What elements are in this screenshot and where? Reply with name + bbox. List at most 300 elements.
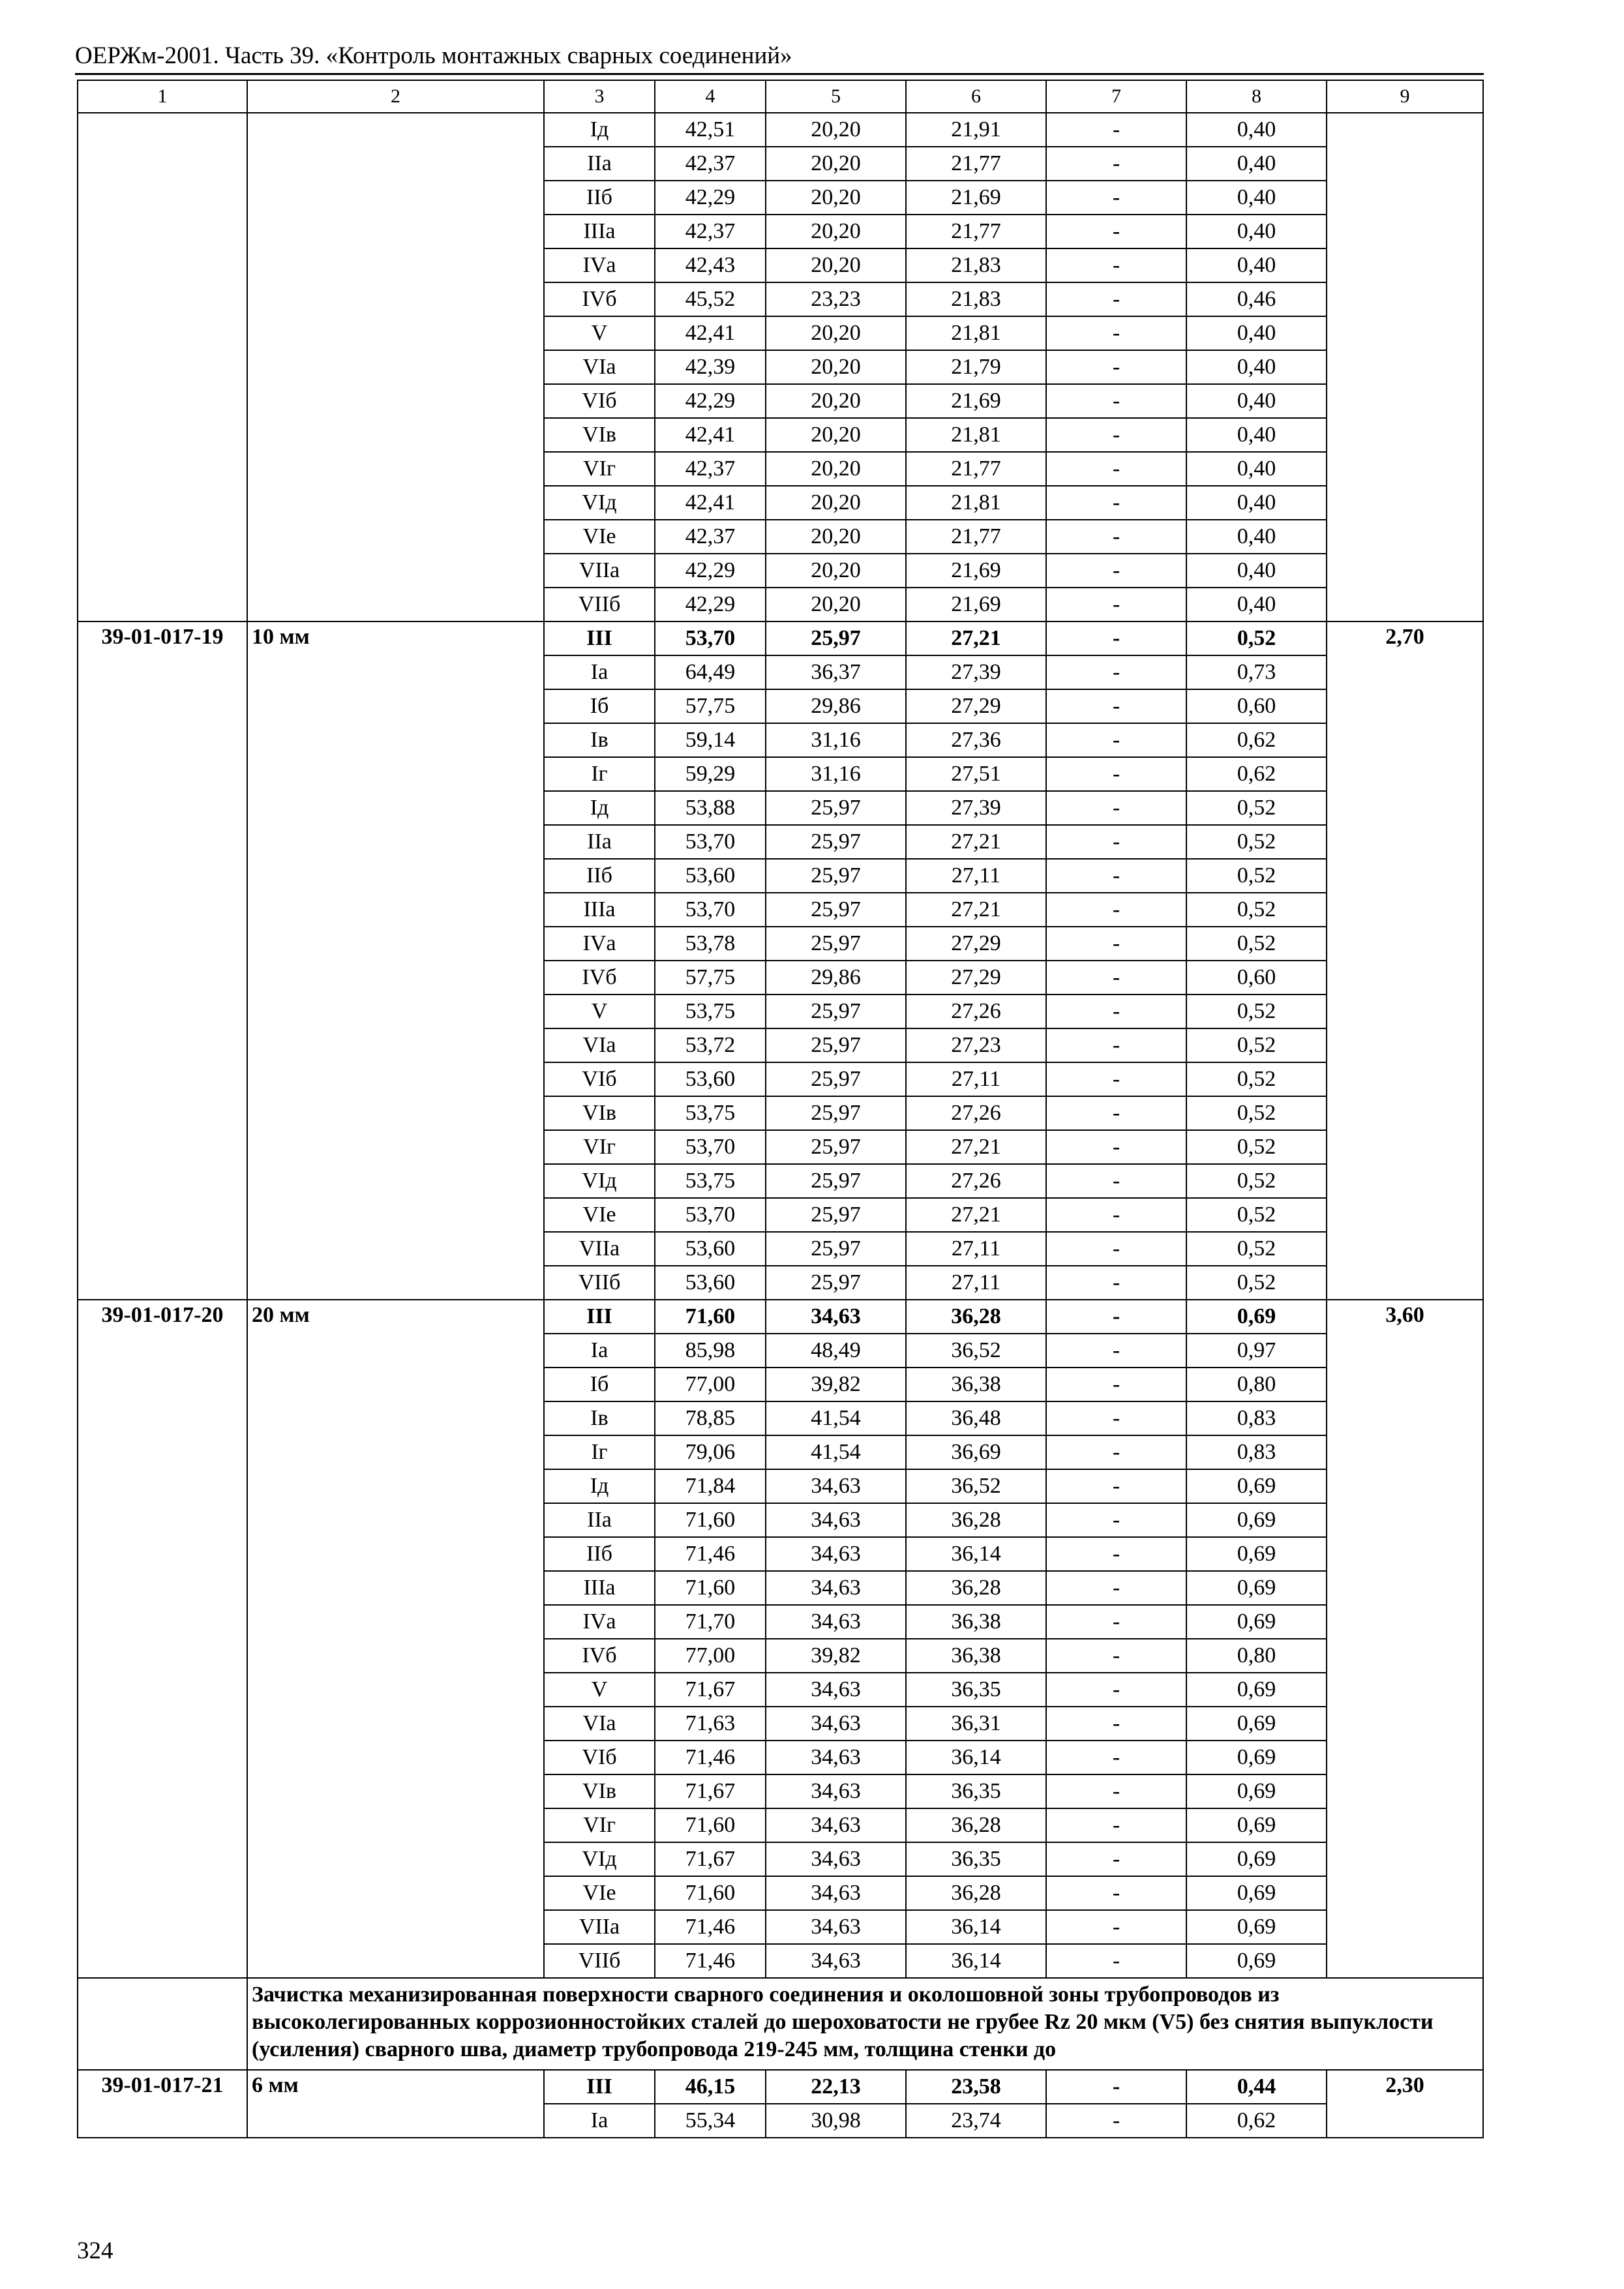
cell-col4: 53,78 xyxy=(655,927,766,961)
section-heading-row xyxy=(78,1978,1483,2070)
cell-col5: 25,97 xyxy=(766,893,906,927)
cell-grade: VIIб xyxy=(544,1944,655,1978)
cell-grade: VIд xyxy=(544,486,655,520)
cell-col5: 20,20 xyxy=(766,350,906,384)
cell-col6: 27,39 xyxy=(906,655,1046,689)
cell-col5: 20,20 xyxy=(766,181,906,215)
cell-col8: 0,40 xyxy=(1186,588,1327,621)
cell-col4: 53,75 xyxy=(655,1164,766,1198)
cell-col4: 42,37 xyxy=(655,452,766,486)
page-number: 324 xyxy=(77,2237,113,2264)
cell-col7: - xyxy=(1046,723,1186,757)
cell-col7: - xyxy=(1046,1232,1186,1266)
cell-col4: 53,70 xyxy=(655,893,766,927)
cell-col5: 34,63 xyxy=(766,1910,906,1944)
cell-grade: IIIа xyxy=(544,893,655,927)
cell-col8: 0,69 xyxy=(1186,1910,1327,1944)
cell-col8: 0,62 xyxy=(1186,2104,1327,2138)
cell-col7: - xyxy=(1046,1571,1186,1605)
column-number: 7 xyxy=(1046,80,1186,113)
cell-col4: 71,60 xyxy=(655,1571,766,1605)
cell-col5: 25,97 xyxy=(766,621,906,655)
cell-grade: Iб xyxy=(544,689,655,723)
cell-grade: IVа xyxy=(544,1605,655,1639)
cell-col4: 77,00 xyxy=(655,1368,766,1401)
cell-grade: VIа xyxy=(544,1707,655,1741)
cell-col4: 71,60 xyxy=(655,1876,766,1910)
cell-col8: 0,52 xyxy=(1186,1130,1327,1164)
cell-grade: Iа xyxy=(544,655,655,689)
cell-col8: 0,46 xyxy=(1186,282,1327,316)
cell-col4: 42,29 xyxy=(655,384,766,418)
cell-col6: 27,26 xyxy=(906,1164,1046,1198)
cell-col6: 36,38 xyxy=(906,1368,1046,1401)
cell-col5: 34,63 xyxy=(766,1876,906,1910)
cell-col7: - xyxy=(1046,282,1186,316)
cell-thickness: 20 мм xyxy=(247,1300,544,1978)
cell-col4: 57,75 xyxy=(655,689,766,723)
cell-col7: - xyxy=(1046,1266,1186,1300)
cell-col8: 0,83 xyxy=(1186,1435,1327,1469)
cell-col4: 71,84 xyxy=(655,1469,766,1503)
cell-col6: 27,26 xyxy=(906,995,1046,1028)
cell-col5: 34,63 xyxy=(766,1774,906,1808)
cell-col6: 21,69 xyxy=(906,384,1046,418)
cell-col6: 27,29 xyxy=(906,927,1046,961)
cell-grade: Iг xyxy=(544,757,655,791)
cell-col6: 36,14 xyxy=(906,1537,1046,1571)
cell-grade: V xyxy=(544,995,655,1028)
cell-col8: 0,69 xyxy=(1186,1673,1327,1707)
cell-grade: IVа xyxy=(544,248,655,282)
cell-col7: - xyxy=(1046,791,1186,825)
cell-col5: 41,54 xyxy=(766,1401,906,1435)
cell-col6: 36,52 xyxy=(906,1334,1046,1368)
cell-col4: 79,06 xyxy=(655,1435,766,1469)
cell-col7: - xyxy=(1046,1435,1186,1469)
cell-col9: 3,60 xyxy=(1327,1300,1483,1978)
cell-grade: III xyxy=(544,1300,655,1334)
cell-grade: VIIа xyxy=(544,1910,655,1944)
cell-grade: Iб xyxy=(544,1368,655,1401)
cell-col8: 0,62 xyxy=(1186,723,1327,757)
cell-col8: 0,80 xyxy=(1186,1639,1327,1673)
cell-col7: - xyxy=(1046,1673,1186,1707)
cell-grade: VIв xyxy=(544,418,655,452)
cell-col6: 21,79 xyxy=(906,350,1046,384)
cell-col8: 0,69 xyxy=(1186,1503,1327,1537)
cell-grade: VIв xyxy=(544,1096,655,1130)
cell-col6: 27,21 xyxy=(906,1130,1046,1164)
cell-col5: 25,97 xyxy=(766,1232,906,1266)
cell-col4: 53,60 xyxy=(655,1232,766,1266)
cell-col7: - xyxy=(1046,181,1186,215)
cell-col7: - xyxy=(1046,1469,1186,1503)
cell-col8: 0,69 xyxy=(1186,1774,1327,1808)
cell-col6: 21,91 xyxy=(906,113,1046,147)
cell-col4: 53,60 xyxy=(655,1062,766,1096)
cell-col6: 23,58 xyxy=(906,2070,1046,2104)
cell-col8: 0,69 xyxy=(1186,1300,1327,1334)
cell-grade: VIг xyxy=(544,1130,655,1164)
cell-grade: Iа xyxy=(544,2104,655,2138)
cell-grade: Iд xyxy=(544,791,655,825)
cell-grade: VIIб xyxy=(544,1266,655,1300)
cell-col6: 36,14 xyxy=(906,1910,1046,1944)
cell-col5: 25,97 xyxy=(766,825,906,859)
document-header: ОЕРЖм-2001. Часть 39. «Контроль монтажных сварных соединений» xyxy=(75,42,792,69)
cell-code: 39-01-017-20 xyxy=(78,1300,247,1978)
cell-col6: 36,31 xyxy=(906,1707,1046,1741)
table-row xyxy=(78,2070,1483,2104)
cell-col4: 71,70 xyxy=(655,1605,766,1639)
cell-col8: 0,69 xyxy=(1186,1808,1327,1842)
cell-col8: 0,52 xyxy=(1186,1232,1327,1266)
cell-col5: 20,20 xyxy=(766,418,906,452)
cell-col4: 71,46 xyxy=(655,1537,766,1571)
cell-col8: 0,40 xyxy=(1186,520,1327,554)
cell-col6: 27,26 xyxy=(906,1096,1046,1130)
cell-grade: Iд xyxy=(544,113,655,147)
cell-col6: 27,51 xyxy=(906,757,1046,791)
cell-col5: 25,97 xyxy=(766,1164,906,1198)
cell-col4: 71,67 xyxy=(655,1842,766,1876)
cell-col5: 23,23 xyxy=(766,282,906,316)
section-blank-cell xyxy=(78,1978,247,2070)
cell-grade: VIб xyxy=(544,384,655,418)
cell-col9-empty xyxy=(1327,113,1483,621)
cell-col5: 48,49 xyxy=(766,1334,906,1368)
cell-col7: - xyxy=(1046,1910,1186,1944)
cell-col7: - xyxy=(1046,1876,1186,1910)
cell-col5: 25,97 xyxy=(766,1130,906,1164)
cell-col4: 71,67 xyxy=(655,1774,766,1808)
cell-col8: 0,60 xyxy=(1186,961,1327,995)
cell-col7: - xyxy=(1046,689,1186,723)
table-row xyxy=(78,621,1483,655)
cell-col6: 21,77 xyxy=(906,147,1046,181)
cell-col7: - xyxy=(1046,757,1186,791)
cell-col6: 36,52 xyxy=(906,1469,1046,1503)
cell-col7: - xyxy=(1046,384,1186,418)
cell-col5: 20,20 xyxy=(766,248,906,282)
cell-col4: 53,88 xyxy=(655,791,766,825)
cell-col6: 21,69 xyxy=(906,588,1046,621)
cell-col6: 21,81 xyxy=(906,486,1046,520)
rates-table xyxy=(77,80,1484,2138)
cell-col6: 36,14 xyxy=(906,1944,1046,1978)
cell-col7: - xyxy=(1046,1300,1186,1334)
cell-col7: - xyxy=(1046,147,1186,181)
cell-grade: III xyxy=(544,621,655,655)
cell-col5: 20,20 xyxy=(766,384,906,418)
cell-col5: 25,97 xyxy=(766,1062,906,1096)
cell-grade: IIб xyxy=(544,181,655,215)
cell-col4: 53,75 xyxy=(655,1096,766,1130)
cell-grade: IIа xyxy=(544,825,655,859)
cell-col6: 27,29 xyxy=(906,961,1046,995)
cell-col7: - xyxy=(1046,1774,1186,1808)
cell-grade: IVб xyxy=(544,282,655,316)
cell-thickness: 6 мм xyxy=(247,2070,544,2138)
cell-col6: 36,38 xyxy=(906,1639,1046,1673)
cell-col5: 20,20 xyxy=(766,520,906,554)
cell-col5: 20,20 xyxy=(766,215,906,248)
cell-col5: 25,97 xyxy=(766,791,906,825)
cell-col5: 34,63 xyxy=(766,1571,906,1605)
cell-grade: Iд xyxy=(544,1469,655,1503)
cell-col5: 34,63 xyxy=(766,1707,906,1741)
cell-grade: IIб xyxy=(544,859,655,893)
cell-grade: V xyxy=(544,316,655,350)
cell-col8: 0,52 xyxy=(1186,1062,1327,1096)
cell-code: 39-01-017-21 xyxy=(78,2070,247,2138)
column-number: 9 xyxy=(1327,80,1483,113)
cell-col4: 42,41 xyxy=(655,418,766,452)
cell-col8: 0,52 xyxy=(1186,1028,1327,1062)
cell-col7: - xyxy=(1046,1707,1186,1741)
cell-grade: VIг xyxy=(544,1808,655,1842)
cell-col6: 27,11 xyxy=(906,1266,1046,1300)
cell-col8: 0,69 xyxy=(1186,1707,1327,1741)
cell-col5: 20,20 xyxy=(766,554,906,588)
cell-col5: 34,63 xyxy=(766,1503,906,1537)
column-number: 3 xyxy=(544,80,655,113)
cell-col5: 31,16 xyxy=(766,757,906,791)
cell-grade: VIд xyxy=(544,1164,655,1198)
cell-col5: 36,37 xyxy=(766,655,906,689)
cell-col5: 20,20 xyxy=(766,452,906,486)
section-heading xyxy=(247,1978,1483,2070)
cell-col5: 22,13 xyxy=(766,2070,906,2104)
cell-col8: 0,52 xyxy=(1186,791,1327,825)
cell-col8: 0,40 xyxy=(1186,384,1327,418)
cell-col8: 0,40 xyxy=(1186,215,1327,248)
cell-col6: 36,35 xyxy=(906,1842,1046,1876)
cell-col7: - xyxy=(1046,588,1186,621)
cell-grade: IIб xyxy=(544,1537,655,1571)
cell-col5: 20,20 xyxy=(766,113,906,147)
cell-grade: Iв xyxy=(544,723,655,757)
cell-col7: - xyxy=(1046,418,1186,452)
cell-grade: IIIа xyxy=(544,215,655,248)
cell-col7: - xyxy=(1046,113,1186,147)
cell-col6: 21,69 xyxy=(906,181,1046,215)
cell-col6: 27,36 xyxy=(906,723,1046,757)
cell-col8: 0,52 xyxy=(1186,893,1327,927)
cell-code: 39-01-017-19 xyxy=(78,621,247,1300)
cell-col4: 53,60 xyxy=(655,859,766,893)
column-number: 8 xyxy=(1186,80,1327,113)
cell-col5: 34,63 xyxy=(766,1673,906,1707)
cell-col7: - xyxy=(1046,350,1186,384)
cell-col6: 27,39 xyxy=(906,791,1046,825)
cell-col9: 2,30 xyxy=(1327,2070,1483,2138)
cell-col7: - xyxy=(1046,1944,1186,1978)
cell-col8: 0,40 xyxy=(1186,418,1327,452)
cell-col6: 36,14 xyxy=(906,1741,1046,1774)
cell-col7: - xyxy=(1046,1130,1186,1164)
cell-col6: 36,35 xyxy=(906,1673,1046,1707)
cell-col8: 0,40 xyxy=(1186,486,1327,520)
cell-grade: Iв xyxy=(544,1401,655,1435)
cell-col7: - xyxy=(1046,1198,1186,1232)
cell-col5: 34,63 xyxy=(766,1808,906,1842)
cell-col4: 71,46 xyxy=(655,1741,766,1774)
cell-col5: 34,63 xyxy=(766,1944,906,1978)
cell-col8: 0,69 xyxy=(1186,1842,1327,1876)
cell-grade: IIIа xyxy=(544,1571,655,1605)
cell-col7: - xyxy=(1046,2070,1186,2104)
cell-col8: 0,40 xyxy=(1186,452,1327,486)
cell-col6: 21,77 xyxy=(906,520,1046,554)
cell-col7: - xyxy=(1046,1401,1186,1435)
cell-col6: 21,77 xyxy=(906,215,1046,248)
cell-col5: 20,20 xyxy=(766,588,906,621)
cell-col4: 42,29 xyxy=(655,181,766,215)
cell-col6: 21,83 xyxy=(906,282,1046,316)
cell-grade: VIб xyxy=(544,1062,655,1096)
header-rule xyxy=(75,73,1484,75)
cell-col8: 0,69 xyxy=(1186,1571,1327,1605)
cell-col6: 27,23 xyxy=(906,1028,1046,1062)
cell-col6: 21,81 xyxy=(906,316,1046,350)
cell-col6: 21,83 xyxy=(906,248,1046,282)
cell-col5: 29,86 xyxy=(766,961,906,995)
cell-col6: 36,69 xyxy=(906,1435,1046,1469)
cell-col4: 78,85 xyxy=(655,1401,766,1435)
cell-col4: 59,29 xyxy=(655,757,766,791)
cell-col6: 36,48 xyxy=(906,1401,1046,1435)
cell-col4: 42,37 xyxy=(655,147,766,181)
cell-grade: Iг xyxy=(544,1435,655,1469)
cell-col7: - xyxy=(1046,927,1186,961)
cell-col4: 53,70 xyxy=(655,1130,766,1164)
cell-col4: 42,41 xyxy=(655,316,766,350)
column-number: 1 xyxy=(78,80,247,113)
cell-grade: VIд xyxy=(544,1842,655,1876)
cell-code-empty xyxy=(78,113,247,621)
cell-col5: 25,97 xyxy=(766,995,906,1028)
cell-col4: 42,29 xyxy=(655,554,766,588)
cell-col7: - xyxy=(1046,1537,1186,1571)
cell-col5: 25,97 xyxy=(766,927,906,961)
cell-col6: 21,69 xyxy=(906,554,1046,588)
cell-col4: 45,52 xyxy=(655,282,766,316)
cell-col8: 0,40 xyxy=(1186,147,1327,181)
cell-col6: 36,28 xyxy=(906,1876,1046,1910)
cell-col4: 71,60 xyxy=(655,1808,766,1842)
cell-col6: 21,81 xyxy=(906,418,1046,452)
cell-col7: - xyxy=(1046,1605,1186,1639)
cell-grade: VIа xyxy=(544,1028,655,1062)
cell-col7: - xyxy=(1046,486,1186,520)
cell-col6: 36,28 xyxy=(906,1300,1046,1334)
cell-col4: 46,15 xyxy=(655,2070,766,2104)
cell-col8: 0,40 xyxy=(1186,181,1327,215)
cell-col7: - xyxy=(1046,452,1186,486)
cell-col4: 57,75 xyxy=(655,961,766,995)
cell-col8: 0,62 xyxy=(1186,757,1327,791)
cell-col4: 53,70 xyxy=(655,621,766,655)
cell-col5: 39,82 xyxy=(766,1639,906,1673)
cell-col7: - xyxy=(1046,1741,1186,1774)
cell-col7: - xyxy=(1046,1062,1186,1096)
cell-col8: 0,52 xyxy=(1186,927,1327,961)
cell-thickness-empty xyxy=(247,113,544,621)
cell-col7: - xyxy=(1046,961,1186,995)
column-number: 2 xyxy=(247,80,544,113)
cell-col7: - xyxy=(1046,1096,1186,1130)
cell-col5: 34,63 xyxy=(766,1741,906,1774)
cell-col5: 25,97 xyxy=(766,859,906,893)
cell-col5: 20,20 xyxy=(766,486,906,520)
column-number: 5 xyxy=(766,80,906,113)
cell-grade: IVа xyxy=(544,927,655,961)
cell-col4: 71,67 xyxy=(655,1673,766,1707)
cell-col4: 71,46 xyxy=(655,1944,766,1978)
cell-grade: Iа xyxy=(544,1334,655,1368)
cell-grade: V xyxy=(544,1673,655,1707)
cell-grade: IIа xyxy=(544,1503,655,1537)
cell-col7: - xyxy=(1046,316,1186,350)
cell-col8: 0,44 xyxy=(1186,2070,1327,2104)
cell-col6: 21,77 xyxy=(906,452,1046,486)
column-number: 4 xyxy=(655,80,766,113)
cell-col7: - xyxy=(1046,1028,1186,1062)
cell-col7: - xyxy=(1046,1368,1186,1401)
cell-col5: 25,97 xyxy=(766,1198,906,1232)
cell-col4: 42,41 xyxy=(655,486,766,520)
cell-grade: VIе xyxy=(544,1198,655,1232)
cell-col8: 0,40 xyxy=(1186,350,1327,384)
cell-col6: 36,38 xyxy=(906,1605,1046,1639)
cell-col8: 0,69 xyxy=(1186,1469,1327,1503)
cell-col6: 36,28 xyxy=(906,1808,1046,1842)
cell-col8: 0,60 xyxy=(1186,689,1327,723)
cell-col5: 34,63 xyxy=(766,1537,906,1571)
cell-col4: 71,60 xyxy=(655,1503,766,1537)
cell-col4: 42,29 xyxy=(655,588,766,621)
cell-col8: 0,52 xyxy=(1186,1198,1327,1232)
cell-col6: 27,21 xyxy=(906,1198,1046,1232)
cell-col6: 23,74 xyxy=(906,2104,1046,2138)
cell-col7: - xyxy=(1046,825,1186,859)
table-row xyxy=(78,113,1483,147)
cell-col5: 34,63 xyxy=(766,1842,906,1876)
cell-col4: 71,60 xyxy=(655,1300,766,1334)
cell-col7: - xyxy=(1046,621,1186,655)
cell-col4: 53,72 xyxy=(655,1028,766,1062)
cell-col8: 0,69 xyxy=(1186,1944,1327,1978)
cell-col4: 42,51 xyxy=(655,113,766,147)
cell-col8: 0,40 xyxy=(1186,113,1327,147)
cell-col4: 71,46 xyxy=(655,1910,766,1944)
cell-col8: 0,69 xyxy=(1186,1537,1327,1571)
cell-col7: - xyxy=(1046,1639,1186,1673)
section-heading-text: Зачистка механизированная поверхности сварного соединения и околошовной зоны трубопроводов из высоколегированных коррозионностойких сталей до шероховатости не грубее Rz 20 мкм (V5) без снятия выпуклости (усиления) сварного шва, диаметр трубопровода 219-245 мм, толщина стенки до xyxy=(252,1982,1434,2061)
cell-col7: - xyxy=(1046,893,1186,927)
cell-col8: 0,52 xyxy=(1186,621,1327,655)
cell-col5: 20,20 xyxy=(766,316,906,350)
cell-thickness: 10 мм xyxy=(247,621,544,1300)
cell-col6: 27,11 xyxy=(906,1062,1046,1096)
cell-col7: - xyxy=(1046,554,1186,588)
cell-col4: 85,98 xyxy=(655,1334,766,1368)
cell-col8: 0,97 xyxy=(1186,1334,1327,1368)
cell-col7: - xyxy=(1046,655,1186,689)
column-number: 6 xyxy=(906,80,1046,113)
